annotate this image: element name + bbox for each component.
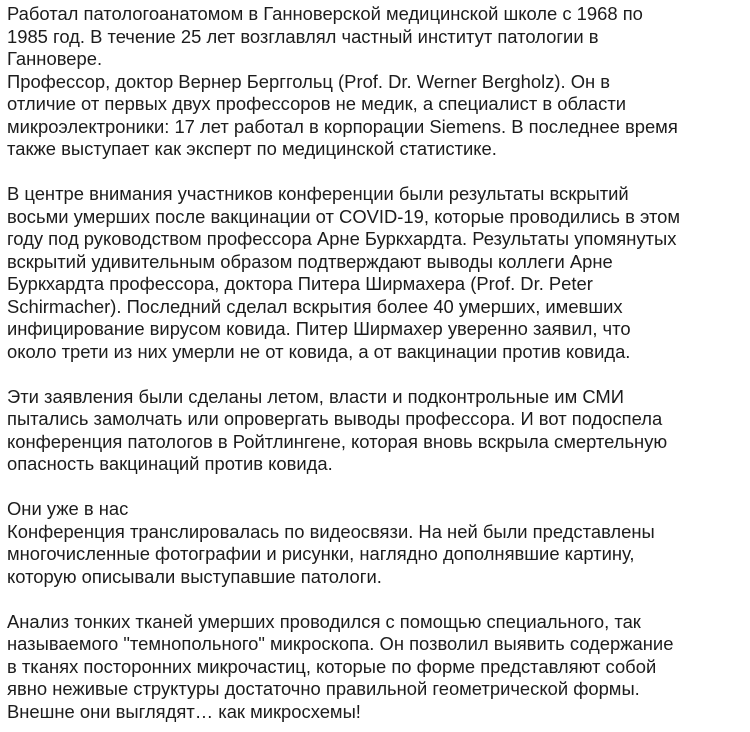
section-heading: Они уже в нас	[7, 498, 129, 519]
paragraph-1	[7, 3, 750, 161]
text-line: восьми умерших после вакцинации от COVID-19, которые проводились в этом	[7, 205, 681, 227]
paragraph-3	[7, 386, 750, 476]
paragraph-2	[7, 183, 750, 363]
text-line: Ганновере.	[7, 48, 103, 69]
text-line: явно неживые структуры достаточно правильной геометрической формы.	[7, 678, 640, 699]
text-line: которую описывали выступавшие патологи.	[7, 565, 382, 587]
text-line: Эти заявления были сделаны летом, власти и подконтрольные им СМИ	[7, 385, 624, 407]
paragraph-4	[7, 498, 750, 588]
text-line: Анализ тонких тканей умерших проводился с помощью специального, так	[7, 610, 641, 632]
text-line: также выступает как эксперт по медицинской статистике.	[7, 138, 497, 159]
text-line: Конференция транслировалась по видеосвязи. На ней были представлены	[7, 520, 655, 542]
paragraph-5	[7, 611, 750, 724]
text-line: пытались замолчать или опровергать выводы профессора. И вот подоспела	[7, 408, 663, 429]
text-line: Schirmacher). Последний сделал вскрытия более 40 умерших, имевших	[7, 295, 623, 317]
text-line: называемого "темнопольного" микроскопа. Он позволил выявить содержание	[7, 633, 674, 654]
text-line: Работал патологоанатомом в Ганноверской медицинской школе с 1968 по	[7, 3, 643, 24]
text-line: около трети из них умерли не от ковида, а от вакцинации против ковида.	[7, 340, 631, 362]
text-line: Буркхардта профессора, доктора Питера Ширмахера (Prof. Dr. Peter	[7, 273, 593, 294]
text-line: в тканях посторонних микрочастиц, которые по форме представляют собой	[7, 655, 657, 677]
text-line: В центре внимания участников конференции были результаты вскрытий	[7, 183, 629, 204]
text-line: конференция патологов в Ройтлингене, которая вновь вскрыла смертельную	[7, 430, 668, 452]
text-line: 1985 год. В течение 25 лет возглавлял частный институт патологии в	[7, 25, 599, 47]
text-line: вскрытий удивительным образом подтверждают выводы коллеги Арне	[7, 250, 613, 272]
text-line: инфицирование вирусом ковида. Питер Ширмахер уверенно заявил, что	[7, 318, 631, 339]
text-line: микроэлектроники: 17 лет работал в корпорации Siemens. В последнее время	[7, 115, 678, 137]
text-line: отличие от первых двух профессоров не медик, а специалист в области	[7, 93, 627, 114]
text-line: Внешне они выглядят… как микросхемы!	[7, 700, 361, 722]
text-line: многочисленные фотографии и рисунки, наглядно дополнявшие картину,	[7, 543, 635, 564]
text-line: опасность вакцинаций против ковида.	[7, 453, 333, 474]
text-line: году под руководством профессора Арне Буркхардта. Результаты упомянутых	[7, 228, 677, 249]
text-line: Профессор, доктор Вернер Берггольц (Prof. Dr. Werner Bergholz). Он в	[7, 70, 611, 92]
